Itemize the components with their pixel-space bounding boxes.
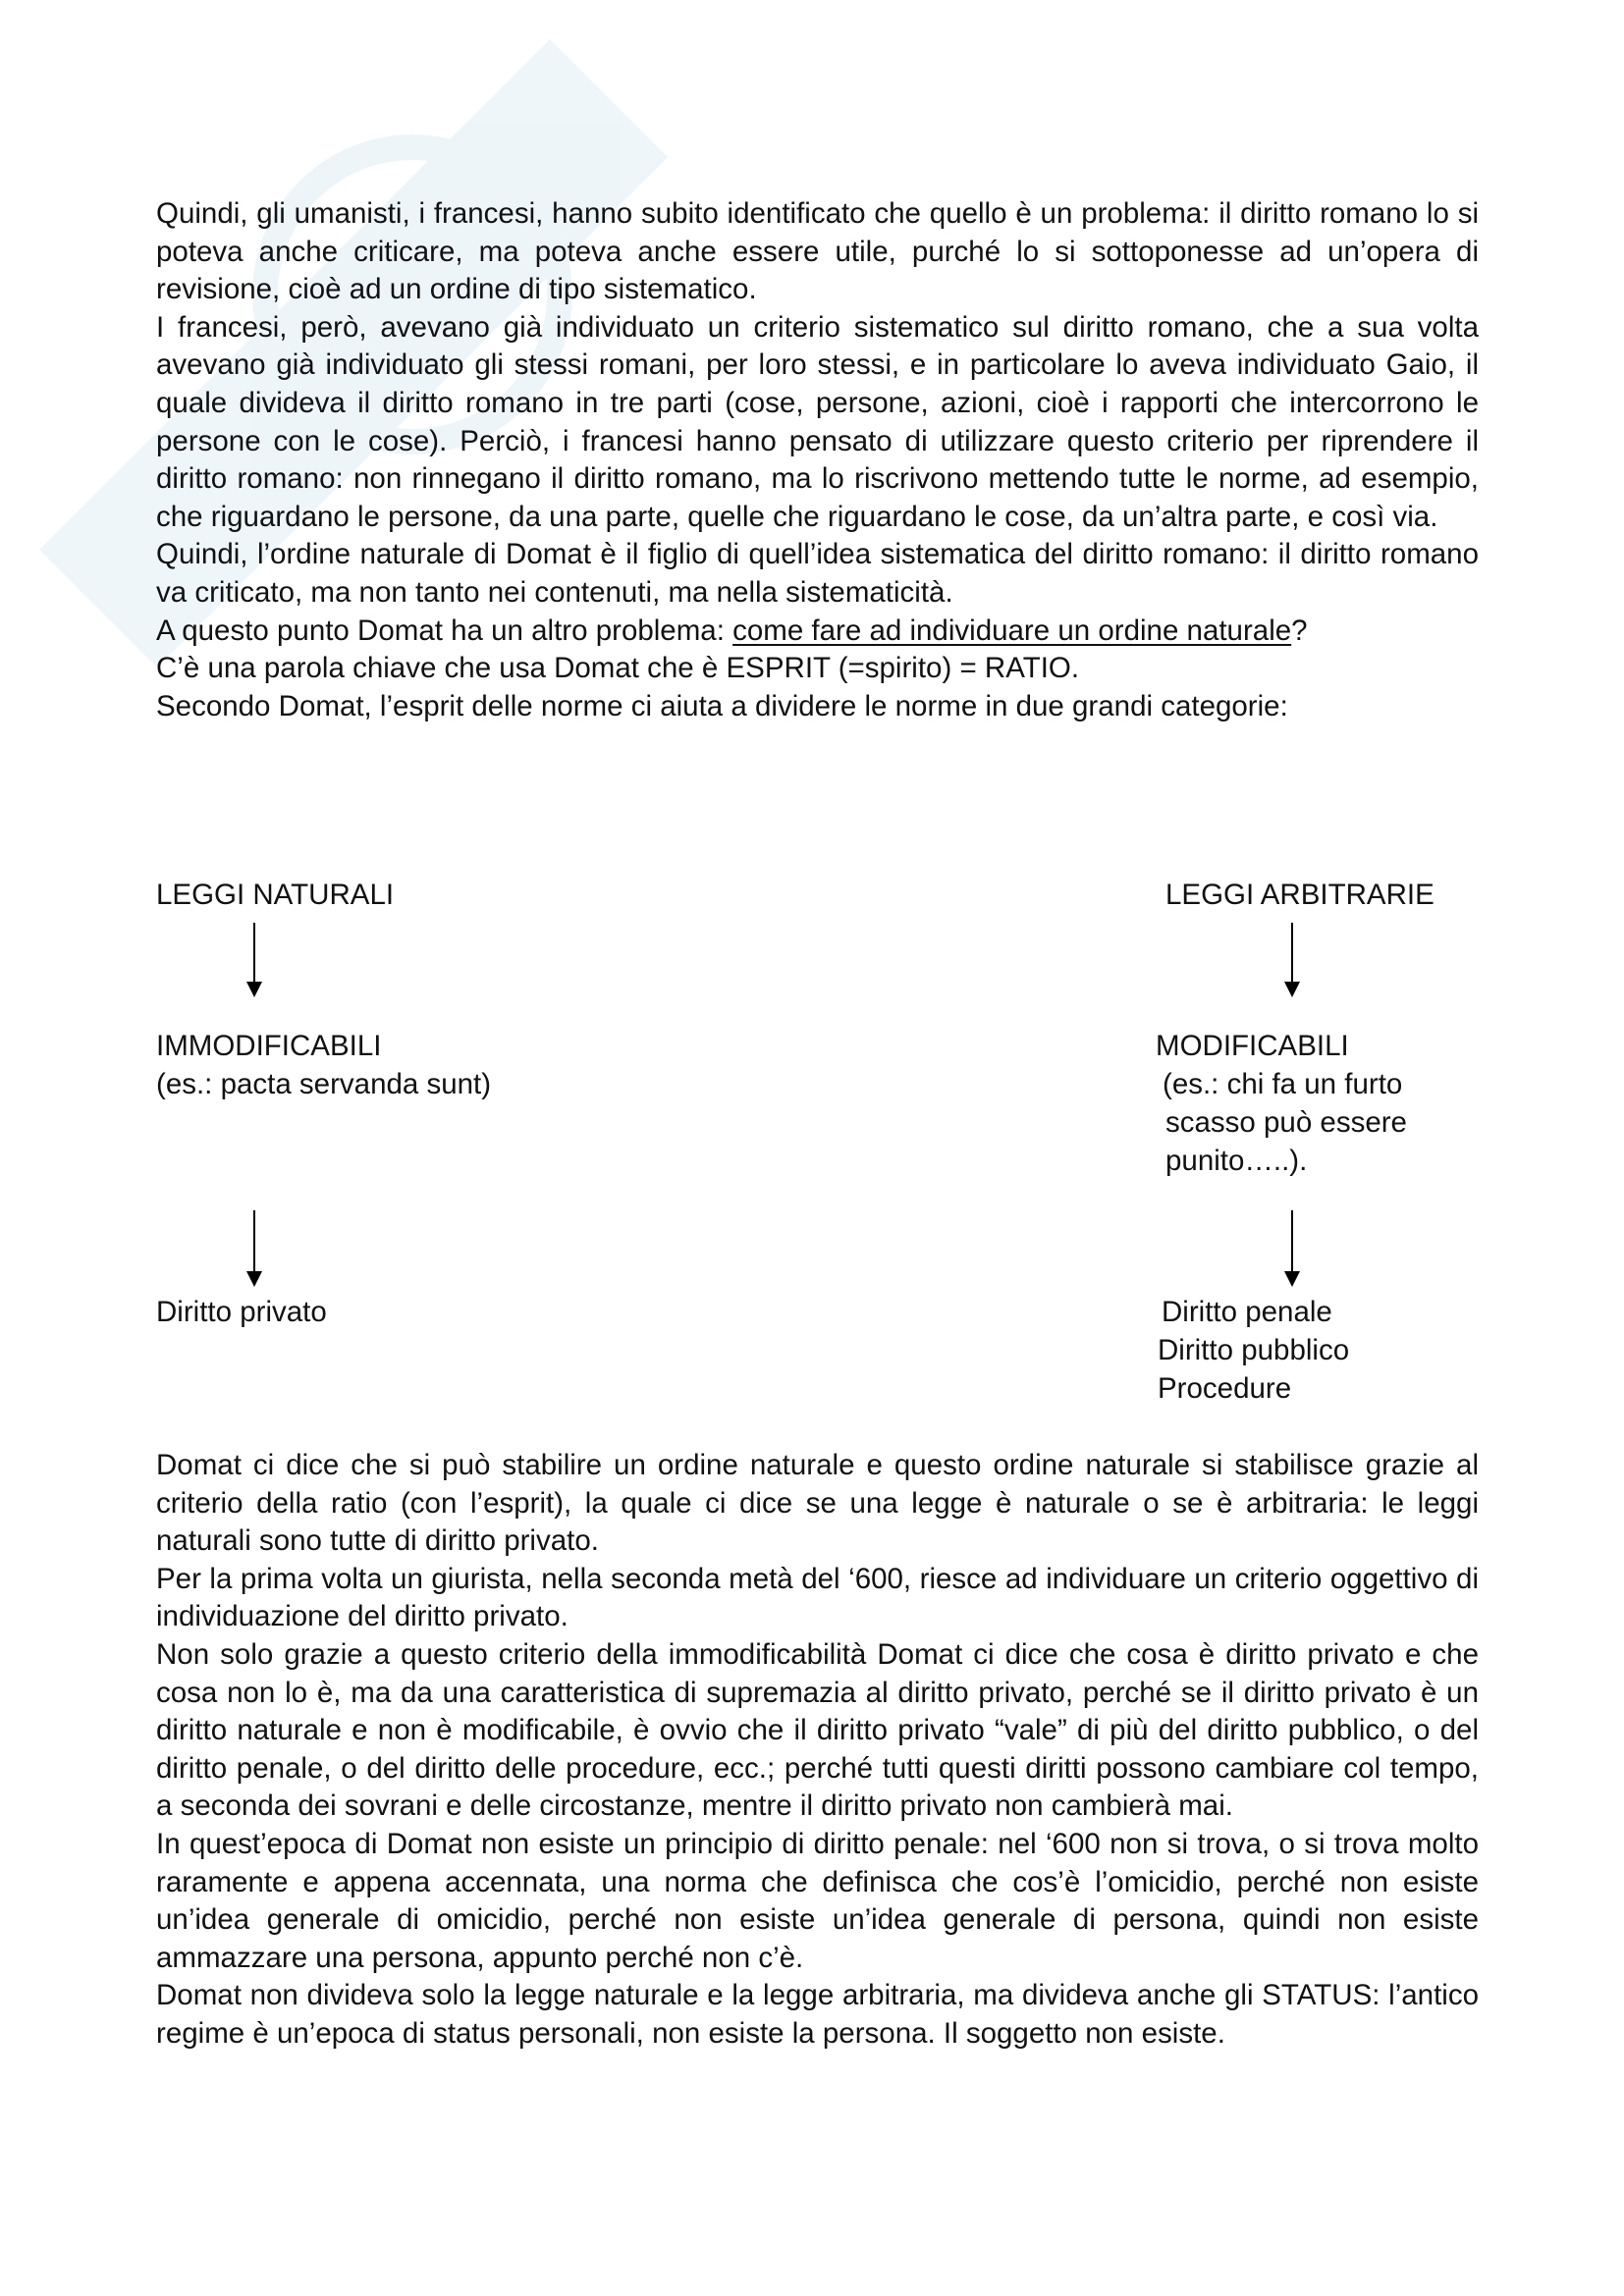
arrow-down-icon xyxy=(253,923,255,995)
paragraph: Per la prima volta un giurista, nella seconda metà del ‘600, riesce ad individuare un criterio oggettivo di individuazione del diritto privato. xyxy=(156,1562,1479,1633)
paragraph: Domat ci dice che si può stabilire un ordine naturale e questo ordine naturale si stabilisce grazie al criterio della ratio (con l’esprit), la quale ci dice se una legge è naturale o se è arbitraria: le leggi naturali sono tutte di diritto privato. xyxy=(156,1449,1479,1558)
right-example-line: (es.: chi fa un furto xyxy=(1163,1068,1403,1100)
question-underlined: come fare ad individuare un ordine naturale xyxy=(732,614,1292,647)
paragraph: Quindi, l’ordine naturale di Domat è il figlio di quell’idea sistematica del diritto romano: il diritto romano va criticato, ma non tanto nei contenuti, ma nella sistematicità. xyxy=(156,538,1479,609)
left-property: IMMODIFICABILI xyxy=(156,1030,382,1062)
paragraph: In quest’epoca di Domat non esiste un principio di diritto penale: nel ‘600 non si trova, o si trova molto raramente e appena accennata, una norma che definisca che cos’è l’omicidio, perché non esiste un’idea generale di omicidio, perché non esiste un’idea generale di persona, quindi non esiste ammazzare una persona, appunto perché non c’è. xyxy=(156,1827,1479,1974)
right-example-line: scasso può essere xyxy=(1165,1106,1407,1139)
paragraph: Quindi, gli umanisti, i francesi, hanno subito identificato che quello è un problema: il diritto romano lo si poteva anche criticare, ma poteva anche essere utile, purché lo si sottoponesse ad un’opera di revisione, cioè ad un ordine di tipo sistematico. xyxy=(156,197,1479,306)
text-bottom xyxy=(156,1447,1479,2054)
text-top xyxy=(156,195,1479,725)
left-outcome: Diritto privato xyxy=(156,1296,327,1328)
paragraph: Non solo grazie a questo criterio della immodificabilità Domat ci dice che cosa è diritto privato e che cosa non lo è, ma da una caratteristica di supremazia al diritto privato, perché se il diritto privato è un diritto naturale e non è modificabile, è ovvio che il diritto privato “vale” di più del diritto pubblico, o del diritto penale, o del diritto delle procedure, ecc.; perché tutti questi diritti possono cambiare col tempo, a seconda dei sovrani e delle circostanze, mentre il diritto privato non cambierà mai. xyxy=(156,1637,1479,1823)
paragraph: Domat non divideva solo la legge naturale e la legge arbitraria, ma divideva anche gli STATUS: l’antico regime è un’epoca di status personali, non esiste la persona. Il soggetto non esiste. xyxy=(156,1979,1479,2050)
right-outcome-line: Diritto penale xyxy=(1162,1296,1332,1328)
paragraph: Secondo Domat, l’esprit delle norme ci aiuta a dividere le norme in due grandi categorie: xyxy=(156,689,1288,722)
paragraph: I francesi, però, avevano già individuato un criterio sistematico sul diritto romano, che a sua volta avevano già individuato gli stessi romani, per loro stessi, e in particolare lo aveva individuato Gaio, il quale divideva il diritto romano in tre parti (cose, persone, azioni, cioè i rapporti che intercorrono le persone con le cose). Perciò, i francesi hanno pensato di utilizzare questo criterio per riprendere il diritto romano: non rinnegano il diritto romano, ma lo riscrivono mettendo tutte le norme, ad esempio, che riguardano le persone, da una parte, quelle che riguardano le cose, da un’altra parte, e così via. xyxy=(156,310,1479,533)
left-example: (es.: pacta servanda sunt) xyxy=(156,1068,492,1100)
arrow-down-icon xyxy=(253,1210,255,1285)
question-text: A questo punto Domat ha un altro problema: xyxy=(156,614,733,647)
right-outcome-line: Diritto pubblico xyxy=(1158,1334,1350,1366)
question-mark: ? xyxy=(1291,614,1308,647)
arrow-down-icon xyxy=(1291,1210,1293,1285)
right-example-line: punito…..). xyxy=(1165,1145,1308,1177)
arrow-down-icon xyxy=(1291,923,1293,995)
paragraph: C’è una parola chiave che usa Domat che è ESPRIT (=spirito) = RATIO. xyxy=(156,652,1080,685)
right-outcome-line: Procedure xyxy=(1158,1372,1292,1405)
right-property: MODIFICABILI xyxy=(1156,1030,1349,1062)
left-heading: LEGGI NATURALI xyxy=(156,879,395,911)
paragraph-question xyxy=(156,613,1479,651)
right-heading: LEGGI ARBITRARIE xyxy=(1165,879,1435,911)
